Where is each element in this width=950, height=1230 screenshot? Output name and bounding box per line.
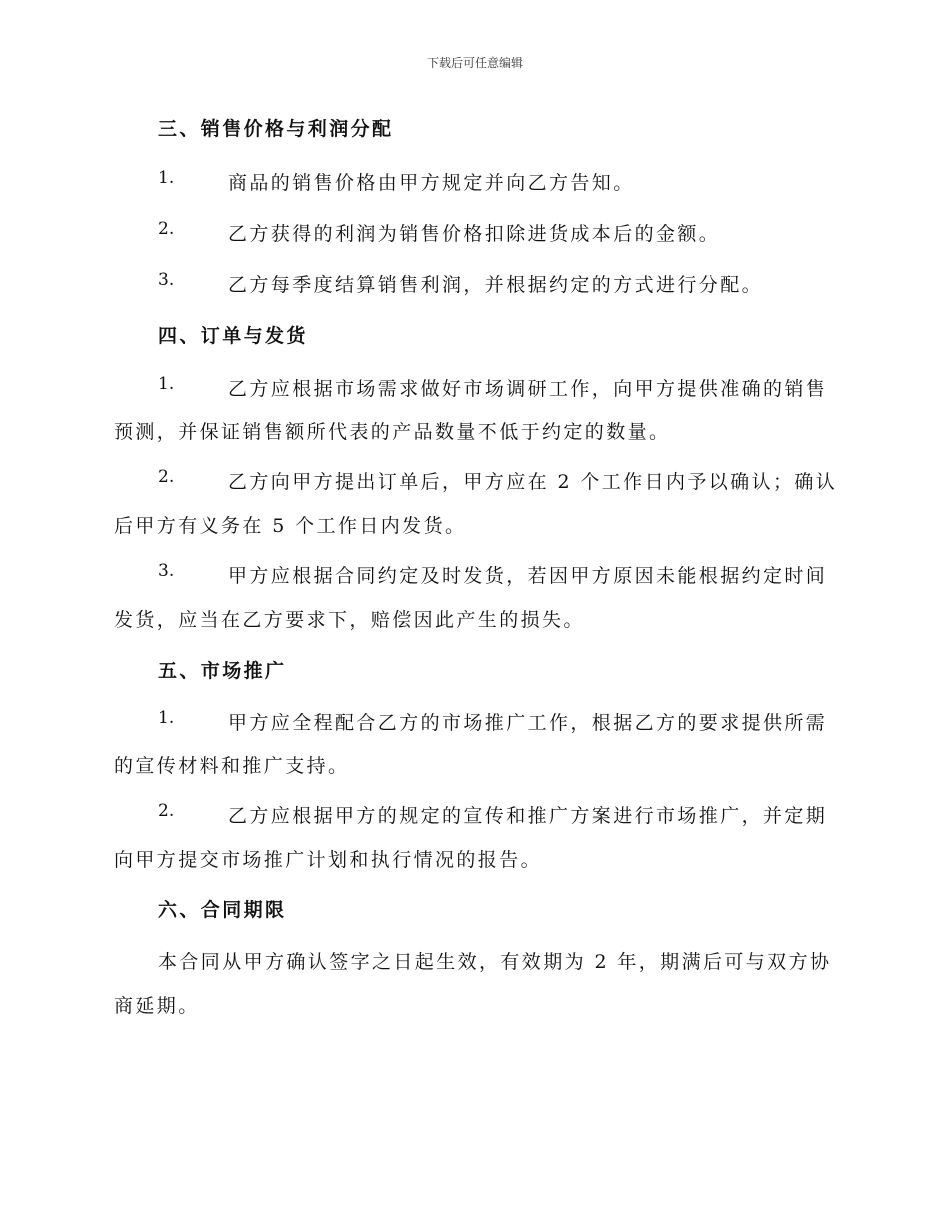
- paragraph-continuation: 商延期。: [114, 995, 200, 1017]
- item-number: 2.: [158, 801, 175, 821]
- item-text: 乙方应根据甲方的规定的宣传和推广方案进行市场推广，并定期: [228, 805, 828, 827]
- item-text: 商品的销售价格由甲方规定并向乙方告知。: [228, 172, 635, 194]
- section-heading: 四、订单与发货: [158, 325, 308, 347]
- section-heading: 六、合同期限: [158, 899, 287, 921]
- item-number: 1.: [158, 168, 175, 188]
- item-number: 3.: [158, 561, 175, 581]
- item-number: 1.: [158, 374, 175, 394]
- item-number: 1.: [158, 708, 175, 728]
- item-text: 甲方应全程配合乙方的市场推广工作，根据乙方的要求提供所需: [228, 712, 828, 734]
- item-number: 2.: [158, 467, 175, 487]
- item-continuation: 预测，并保证销售额所代表的产品数量不低于约定的数量。: [114, 421, 671, 443]
- paragraph-text: 本合同从甲方确认签字之日起生效，有效期为 2 年，期满后可与双方协: [158, 951, 832, 973]
- item-continuation: 的宣传材料和推广支持。: [114, 755, 350, 777]
- item-text: 乙方获得的利润为销售价格扣除进货成本后的金额。: [228, 223, 721, 245]
- item-text: 乙方应根据市场需求做好市场调研工作，向甲方提供准确的销售: [228, 378, 828, 400]
- item-number: 2.: [158, 219, 175, 239]
- section-heading: 三、销售价格与利润分配: [158, 118, 394, 140]
- page-header-note: 下载后可任意编辑: [426, 56, 523, 70]
- item-continuation: 发货，应当在乙方要求下，赔偿因此产生的损失。: [114, 609, 585, 631]
- item-continuation: 后甲方有义务在 5 个工作日内发货。: [114, 515, 467, 537]
- section-heading: 五、市场推广: [158, 660, 287, 682]
- item-continuation: 向甲方提交市场推广计划和执行情况的报告。: [114, 849, 543, 871]
- item-text: 乙方每季度结算销售利润，并根据约定的方式进行分配。: [228, 274, 764, 296]
- item-number: 3.: [158, 270, 175, 290]
- item-text: 乙方向甲方提出订单后，甲方应在 2 个工作日内予以确认；确认: [228, 471, 838, 493]
- item-text: 甲方应根据合同约定及时发货，若因甲方原因未能根据约定时间: [228, 565, 828, 587]
